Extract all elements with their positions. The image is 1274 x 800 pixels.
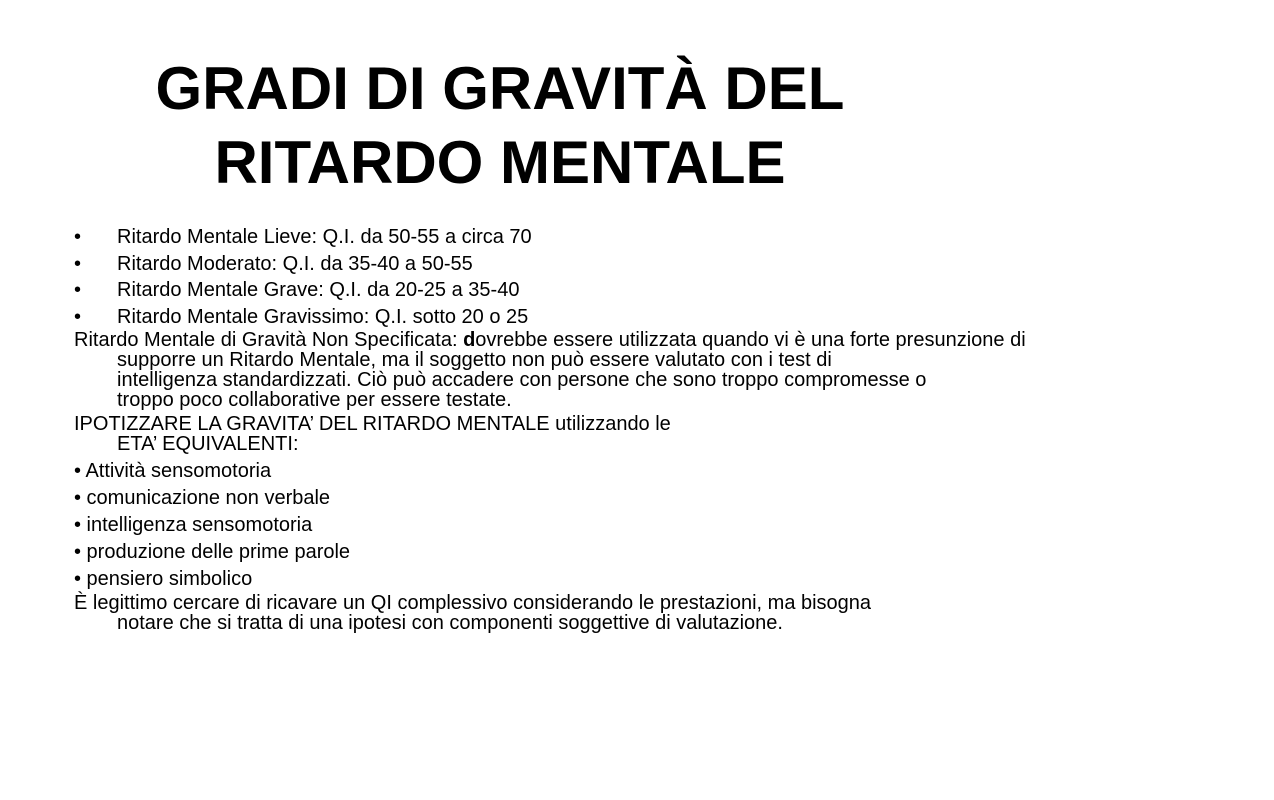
severity-levels-list: [74, 224, 1274, 330]
conclusion-line-1: È legittimo cercare di ricavare un QI complessivo considerando le prestazioni, ma bisogna: [74, 592, 872, 614]
unspecified-bold-letter: d: [463, 329, 476, 351]
bullet-marker: •: [74, 279, 82, 301]
unspecified-line-3: intelligenza standardizzati. Ciò può accadere con persone che sono troppo compromesse o: [117, 369, 927, 391]
level-mild: Ritardo Mentale Lieve: Q.I. da 50-55 a circa 70: [117, 226, 532, 248]
conclusion-paragraph: [74, 593, 1274, 633]
bullet-marker: •: [74, 252, 82, 275]
unspecified-line-1: [74, 330, 1274, 350]
level-moderate: Ritardo Moderato: Q.I. da 35-40 a 50-55: [117, 252, 473, 275]
hypothesis-paragraph: [74, 414, 1274, 454]
level-profound: Ritardo Mentale Gravissimo: Q.I. sotto 20 o 25: [117, 305, 529, 328]
conclusion-line-2: notare che si tratta di una ipotesi con componenti soggettive di valutazione.: [117, 612, 783, 634]
hypothesis-line-2: ETA’ EQUIVALENTI:: [117, 433, 299, 455]
list-item: [74, 277, 1274, 304]
unspecified-paragraph: [74, 330, 1274, 410]
list-item: • intelligenza sensomotoria: [74, 514, 313, 536]
slide-body: [74, 224, 1274, 633]
hypothesis-line-1: IPOTIZZARE LA GRAVITA’ DEL RITARDO MENTALE utilizzando le: [74, 413, 671, 435]
title-line-1: GRADI DI GRAVITÀ DEL: [155, 55, 845, 122]
unspecified-rest: ovrebbe essere utilizzata quando vi è una forte presunzione di: [475, 329, 1026, 351]
list-item: • Attività sensomotoria: [74, 460, 272, 482]
list-item: • produzione delle prime parole: [74, 541, 351, 563]
bullet-marker: •: [74, 305, 82, 328]
list-item: [74, 251, 1274, 278]
list-item: • pensiero simbolico: [74, 568, 253, 590]
level-severe: Ritardo Mentale Grave: Q.I. da 20-25 a 35-40: [117, 279, 520, 301]
list-item: [74, 224, 1274, 251]
unspecified-lead: Ritardo Mentale di Gravità Non Specificata:: [74, 329, 464, 351]
equivalent-ages-list: [74, 458, 1274, 593]
unspecified-line-2: supporre un Ritardo Mentale, ma il soggetto non può essere valutato con i test di: [117, 349, 832, 371]
unspecified-line-4: troppo poco collaborative per essere testate.: [117, 389, 512, 411]
list-item: • comunicazione non verbale: [74, 487, 331, 509]
bullet-marker: •: [74, 226, 82, 248]
title-line-2: RITARDO MENTALE: [214, 129, 786, 196]
list-item: [74, 304, 1274, 331]
slide-title: [0, 52, 1000, 200]
